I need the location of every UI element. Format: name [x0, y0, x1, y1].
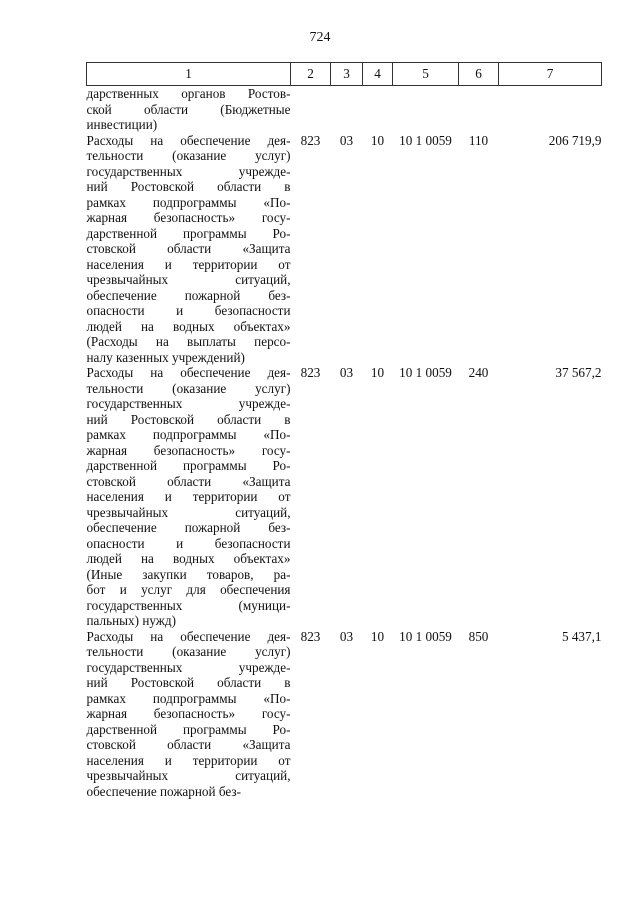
description-line: пальных) нужд) — [86, 613, 177, 628]
description-line: ний Ростовской области в — [86, 411, 291, 427]
header-col-2: 2 — [291, 63, 331, 86]
budget-table — [86, 62, 602, 799]
row-admin-code — [291, 86, 331, 133]
description-line: (Расходы на выплаты персо- — [86, 334, 291, 349]
table-row — [87, 365, 602, 629]
description-line: чрезвычайных ситуаций, — [86, 504, 291, 520]
description-line: ний Ростовской области в — [86, 179, 291, 194]
table-row — [87, 629, 602, 800]
row-description — [87, 365, 291, 629]
description-line: обеспечение пожарной без- — [86, 783, 242, 799]
header-col-7: 7 — [499, 63, 602, 86]
description-line: жарная безопасность» госу- — [86, 442, 291, 458]
row-subsection — [363, 86, 393, 133]
header-col-6: 6 — [459, 63, 499, 86]
description-line: налу казенных учреждений) — [86, 349, 245, 365]
row-expense-type — [459, 86, 499, 133]
description-line: Расходы на обеспечение дея- — [86, 628, 291, 644]
description-line: жарная безопасность» госу- — [86, 210, 291, 225]
description-line: жарная безопасность» госу- — [86, 706, 291, 721]
row-amount: 206 719,9 — [548, 132, 602, 148]
description-line: стовской области «Защита — [86, 473, 291, 489]
header-col-1: 1 — [87, 63, 291, 86]
row-admin-code: 823 — [300, 628, 321, 644]
row-description — [87, 629, 291, 800]
description-line: опасности и безопасности — [86, 303, 291, 318]
row-admin-code: 823 — [300, 365, 321, 380]
description-line: стовской области «Защита — [86, 241, 291, 256]
row-target-article: 10 1 0059 — [399, 628, 452, 644]
row-section: 03 — [339, 132, 354, 148]
header-col-4: 4 — [363, 63, 393, 86]
row-subsection: 10 — [370, 132, 385, 148]
description-line: рамках подпрограммы «По- — [86, 690, 291, 706]
header-col-5: 5 — [393, 63, 459, 86]
header-row — [87, 63, 602, 86]
row-expense-type: 110 — [468, 132, 489, 148]
row-section: 03 — [339, 628, 354, 644]
description-line: рамках подпрограммы «По- — [86, 427, 291, 442]
description-line: чрезвычайных ситуаций, — [86, 768, 291, 783]
description-line: ний Ростовской области в — [86, 675, 291, 690]
description-line: (Иные закупки товаров, ра- — [86, 566, 291, 582]
description-line: бот и услуг для обеспечения — [86, 582, 291, 597]
description-line: государственных учрежде- — [86, 163, 291, 179]
description-line: дарственной программы Ро- — [86, 721, 291, 737]
description-line: Расходы на обеспечение дея- — [86, 132, 291, 148]
row-target-article: 10 1 0059 — [399, 365, 452, 380]
description-line: населения и территории от — [86, 752, 291, 768]
table-body — [87, 86, 602, 800]
row-description — [87, 86, 291, 133]
row-expense-type: 850 — [468, 628, 489, 644]
description-line: дарственных органов Ростов- — [86, 86, 291, 101]
description-line: обеспечение пожарной без- — [86, 520, 291, 535]
description-line: рамках подпрограммы «По- — [86, 194, 291, 210]
table-row — [87, 133, 602, 366]
description-line: тельности (оказание услуг) — [86, 380, 291, 396]
description-line: людей на водных объектах» — [86, 551, 291, 566]
row-amount — [499, 86, 602, 133]
row-section — [331, 86, 363, 133]
description-line: ской области (Бюджетные — [86, 101, 291, 117]
row-subsection: 10 — [370, 628, 385, 644]
description-line: инвестиции) — [86, 117, 158, 132]
description-line: тельности (оказание услуг) — [86, 148, 291, 163]
description-line: людей на водных объектах» — [86, 318, 291, 334]
row-amount: 5 437,1 — [561, 628, 602, 644]
description-line: населения и территории от — [86, 256, 291, 272]
row-target-article: 10 1 0059 — [399, 132, 452, 148]
description-line: государственных учрежде- — [86, 659, 291, 675]
description-line: государственных учрежде- — [86, 396, 291, 411]
row-description — [87, 133, 291, 366]
table-row — [87, 86, 602, 133]
description-line: населения и территории от — [86, 489, 291, 504]
description-line: чрезвычайных ситуаций, — [86, 272, 291, 287]
description-line: опасности и безопасности — [86, 535, 291, 551]
header-col-3: 3 — [331, 63, 363, 86]
description-line: дарственной программы Ро- — [86, 225, 291, 241]
description-line: стовской области «Защита — [86, 737, 291, 752]
page-number: 724 — [309, 30, 331, 45]
description-line: обеспечение пожарной без- — [86, 287, 291, 303]
row-target-article — [393, 86, 459, 133]
row-amount: 37 567,2 — [555, 365, 602, 380]
description-line: государственных (муници- — [86, 597, 291, 613]
row-subsection: 10 — [370, 365, 385, 380]
description-line: Расходы на обеспечение дея- — [86, 365, 291, 380]
description-line: дарственной программы Ро- — [86, 458, 291, 473]
row-section: 03 — [339, 365, 354, 380]
row-expense-type: 240 — [468, 365, 489, 380]
row-admin-code: 823 — [300, 132, 321, 148]
description-line: тельности (оказание услуг) — [86, 644, 291, 659]
